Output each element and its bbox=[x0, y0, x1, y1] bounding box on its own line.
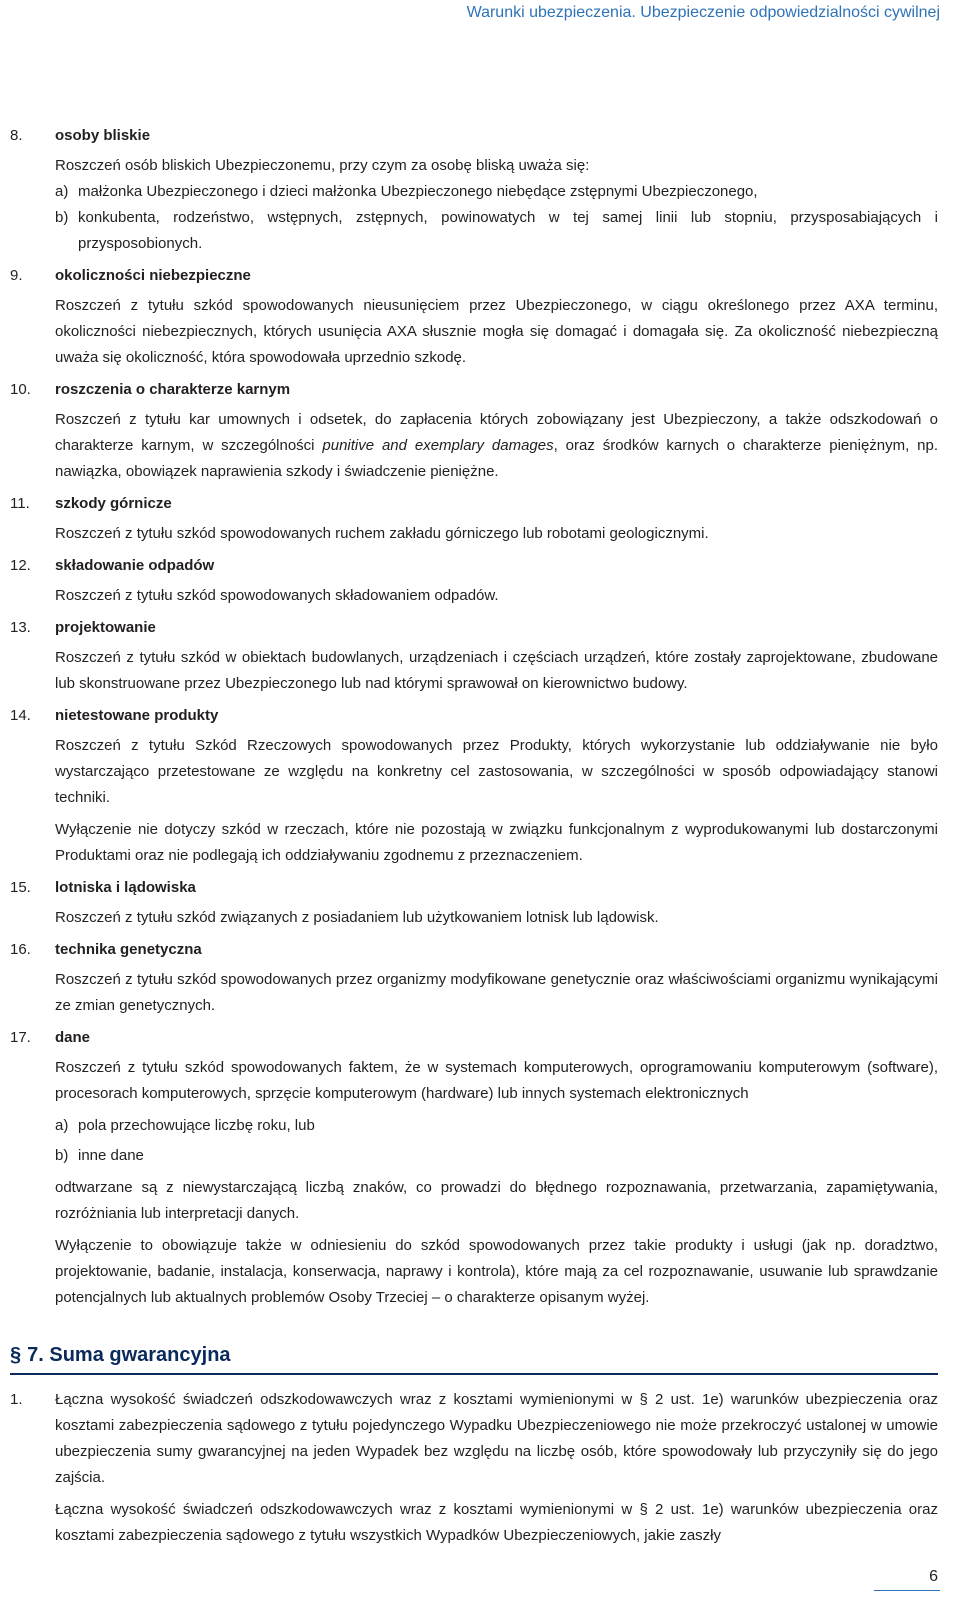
guarantee-item-1 bbox=[10, 1387, 938, 1549]
sub-text: konkubenta, rodzeństwo, wstępnych, zstępnych, powinowatych w tej samej linii lub stopniu, przysposabiających i przysposobionych. bbox=[78, 209, 938, 252]
item-paragraph: Roszczeń osób bliskich Ubezpieczonemu, przy czym za osobę bliską uważa się: bbox=[55, 157, 590, 174]
section-divider bbox=[10, 1373, 938, 1375]
item-paragraph: Łączna wysokość świadczeń odszkodowawczych wraz z kosztami wymienionymi w § 2 ust. 1e) warunków ubezpieczenia oraz kosztami zabezpieczenia sądowego z tytułu pojedynczego Wypadku Ubezpieczeniowego nie może przekroczyć ustalonej w umowie ubezpieczenia sumy gwarancyjnej na jeden Wypadek bez względu na liczbę osób, które spowodowały lub przyczyniły się do jego zajścia. bbox=[55, 1391, 938, 1486]
item-heading bbox=[10, 1387, 938, 1491]
item-number: 11. bbox=[10, 495, 30, 512]
running-header: Warunki ubezpieczenia. Ubezpieczenie odpowiedzialności cywilnej bbox=[466, 4, 940, 21]
sub-item bbox=[55, 179, 938, 205]
exclusion-item-8 bbox=[10, 123, 938, 257]
item-heading bbox=[10, 377, 938, 403]
item-number: 9. bbox=[10, 267, 23, 284]
item-paragraph: Roszczeń z tytułu szkód spowodowanych faktem, że w systemach komputerowych, oprogramowaniu komputerowym (software), procesorach komputerowych, sprzęcie komputerowym (hardware) lub innych systemach elektronicznych bbox=[55, 1059, 938, 1102]
item-title: nietestowane produkty bbox=[55, 707, 219, 724]
item-paragraph: Roszczeń z tytułu szkód związanych z posiadaniem lub użytkowaniem lotnisk lub lądowisk. bbox=[55, 909, 659, 926]
item-paragraph: Łączna wysokość świadczeń odszkodowawczych wraz z kosztami wymienionymi w § 2 ust. 1e) warunków ubezpieczenia oraz kosztami zabezpieczenia sądowego z tytułu wszystkich Wypadków Ubezpieczeniowych, jakie zaszły bbox=[55, 1501, 938, 1544]
sub-marker: b) bbox=[55, 209, 69, 226]
sub-item bbox=[55, 1113, 938, 1139]
exclusion-item-13 bbox=[10, 615, 938, 697]
sub-item bbox=[55, 1143, 938, 1169]
item-title: lotniska i lądowiska bbox=[55, 879, 196, 896]
item-number: 12. bbox=[10, 557, 31, 574]
item-title: projektowanie bbox=[55, 619, 156, 636]
item-number: 14. bbox=[10, 707, 31, 724]
item-title: technika genetyczna bbox=[55, 941, 202, 958]
item-number: 1. bbox=[10, 1391, 23, 1408]
exclusion-item-14 bbox=[10, 703, 938, 869]
item-title: dane bbox=[55, 1029, 91, 1046]
sub-marker: a) bbox=[55, 183, 69, 200]
sub-list bbox=[55, 179, 938, 257]
item-heading bbox=[10, 615, 938, 641]
section-title: 7. Suma gwarancyjna bbox=[27, 1344, 231, 1366]
page-number: 6 bbox=[929, 1568, 938, 1585]
sub-text: inne dane bbox=[78, 1147, 144, 1164]
exclusion-item-10 bbox=[10, 377, 938, 485]
paragraph-text: Roszczeń z tytułu kar umownych i odsetek, do zapłacenia których zobowiązany jest Ubezpieczony, a także odszkodowań o charakterze karnym, w szczególności bbox=[55, 411, 938, 454]
item-paragraph: odtwarzane są z niewystarczającą liczbą znaków, co prowadzi do błędnego rozpoznawania, przetwarzania, zapamiętywania, rozróżniania lub interpretacji danych. bbox=[55, 1179, 938, 1222]
section-symbol: § bbox=[10, 1344, 22, 1366]
item-heading bbox=[10, 1025, 938, 1051]
exclusion-item-15 bbox=[10, 875, 938, 931]
exclusion-item-11 bbox=[10, 491, 938, 547]
sub-list bbox=[55, 1113, 938, 1169]
item-paragraph bbox=[55, 407, 938, 485]
item-heading bbox=[10, 553, 938, 579]
item-title: osoby bliskie bbox=[55, 127, 151, 144]
exclusion-item-9 bbox=[10, 263, 938, 371]
document-body bbox=[10, 123, 938, 1555]
item-title: szkody górnicze bbox=[55, 495, 172, 512]
item-paragraph: Roszczeń z tytułu Szkód Rzeczowych spowodowanych przez Produkty, których wykorzystanie lub oddziaływanie nie było wystarczająco przetestowane ze względu na konkretny cel zastosowania, w szczególności w sposób odpowiadający stanowi techniki. bbox=[55, 737, 938, 806]
item-paragraph: Wyłączenie nie dotyczy szkód w rzeczach, które nie pozostają w związku funkcjonalnym z wyprodukowanymi lub dostarczonymi Produktami oraz nie podlegają ich oddziaływaniu zgodnemu z przeznaczeniem. bbox=[55, 821, 938, 864]
item-number: 8. bbox=[10, 127, 23, 144]
item-number: 16. bbox=[10, 941, 31, 958]
item-heading bbox=[10, 491, 938, 517]
item-paragraph: Roszczeń z tytułu szkód w obiektach budowlanych, urządzeniach i częściach urządzeń, które zostały zaprojektowane, zbudowane lub skonstruowane przez Ubezpieczonego lub nad którymi sprawował on kierownictwo budowy. bbox=[55, 649, 938, 692]
item-paragraph: Roszczeń z tytułu szkód spowodowanych przez organizmy modyfikowane genetycznie oraz właściwościami organizmu wynikającymi ze zmian genetycznych. bbox=[55, 971, 938, 1014]
item-title: składowanie odpadów bbox=[55, 557, 215, 574]
sub-marker: b) bbox=[55, 1147, 69, 1164]
exclusion-item-16 bbox=[10, 937, 938, 1019]
exclusion-item-12 bbox=[10, 553, 938, 609]
item-number: 10. bbox=[10, 381, 31, 398]
item-number: 15. bbox=[10, 879, 31, 896]
sub-item bbox=[55, 205, 938, 257]
paragraph-text: , oraz środków karnych o charakterze pieniężnym, np. nawiązka, obowiązek naprawienia szkody i świadczenie pieniężne. bbox=[55, 437, 939, 480]
item-heading bbox=[10, 703, 938, 729]
item-heading bbox=[10, 263, 938, 289]
sub-marker: a) bbox=[55, 1117, 69, 1134]
exclusion-item-17 bbox=[10, 1025, 938, 1311]
item-number: 13. bbox=[10, 619, 31, 636]
item-paragraph: Roszczeń z tytułu szkód spowodowanych nieusunięciem przez Ubezpieczonego, w ciągu określonego przez AXA terminu, okoliczności niebezpiecznych, których usunięcia AXA słusznie mogła się domagać i domagała się. Za okoliczność niebezpieczną uważa się okoliczność, która spowodowała uprzednio szkodę. bbox=[55, 297, 938, 366]
item-heading bbox=[10, 875, 938, 901]
section-heading bbox=[10, 1337, 938, 1373]
page-number-rule bbox=[874, 1590, 940, 1591]
item-heading bbox=[10, 937, 938, 963]
item-title: okoliczności niebezpieczne bbox=[55, 267, 251, 284]
paragraph-italic: punitive and exemplary damages bbox=[322, 437, 554, 454]
item-paragraph: Wyłączenie to obowiązuje także w odniesieniu do szkód spowodowanych przez takie produkty i usługi (jak np. doradztwo, projektowanie, badanie, instalacja, konserwacja, naprawy i kontrola), które mają za cel rozpoznawanie, usuwanie lub sprawdzanie potencjalnych lub aktualnych problemów Osoby Trzeciej – o charakterze opisanym wyżej. bbox=[55, 1237, 938, 1306]
sub-text: małżonka Ubezpieczonego i dzieci małżonka Ubezpieczonego niebędące zstępnymi Ubezpieczonego, bbox=[78, 183, 758, 200]
sub-text: pola przechowujące liczbę roku, lub bbox=[78, 1117, 315, 1134]
item-paragraph: Roszczeń z tytułu szkód spowodowanych składowaniem odpadów. bbox=[55, 587, 499, 604]
item-number: 17. bbox=[10, 1029, 31, 1046]
item-title: roszczenia o charakterze karnym bbox=[55, 381, 291, 398]
item-heading bbox=[10, 123, 938, 149]
item-paragraph: Roszczeń z tytułu szkód spowodowanych ruchem zakładu górniczego lub robotami geologicznymi. bbox=[55, 525, 709, 542]
